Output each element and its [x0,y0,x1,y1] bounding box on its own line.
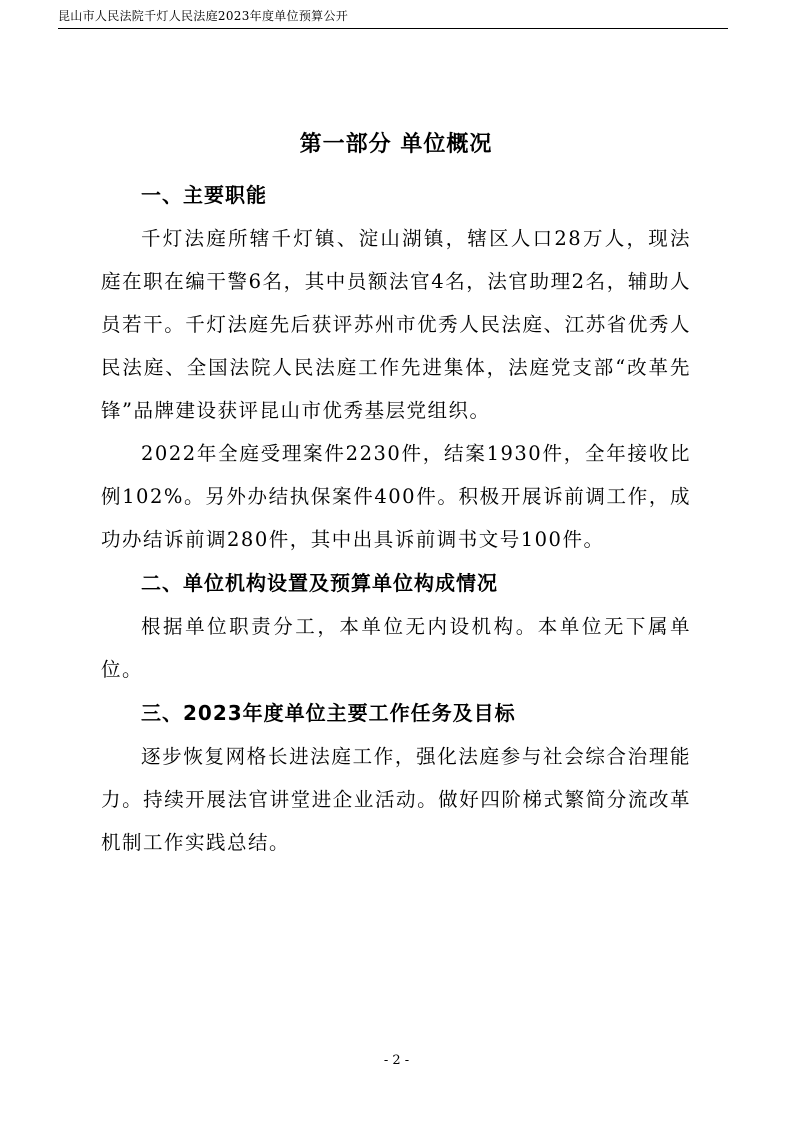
running-header: 昆山市人民法院千灯人民法庭2023年度单位预算公开 [58,9,349,23]
document-body [101,125,691,864]
header-divider [58,28,728,29]
paragraph-case-statistics: 2022年全庭受理案件2230件，结案1930件，全年接收比例102%。另外办结执保案件400件。积极开展诉前调工作，成功办结诉前调280件，其中出具诉前调书文号100件。 [101,442,691,551]
paragraph-tasks-goals: 逐步恢复网格长进法庭工作，强化法庭参与社会综合治理能力。持续开展法官讲堂进企业活动。做好四阶梯式繁简分流改革机制工作实践总结。 [101,745,691,854]
section-heading-organization: 二、单位机构设置及预算单位构成情况 [141,571,498,595]
page-number: - 2 - [383,1053,410,1068]
section-heading-main-functions: 一、主要职能 [141,183,267,207]
section-heading-tasks-goals: 三、2023年度单位主要工作任务及目标 [141,701,516,725]
paragraph-organization: 根据单位职责分工，本单位无内设机构。本单位无下属单位。 [101,615,691,681]
page-title: 第一部分 单位概况 [299,132,493,157]
paragraph-court-overview: 千灯法庭所辖千灯镇、淀山湖镇，辖区人口28万人，现法庭在职在编干警6名，其中员额法官4名，法官助理2名，辅助人员若干。千灯法庭先后获评苏州市优秀人民法庭、江苏省优秀人民法庭、全国法院人民法庭工作先进集体，法庭党支部“改革先锋”品牌建设获评昆山市优秀基层党组织。 [101,227,691,422]
